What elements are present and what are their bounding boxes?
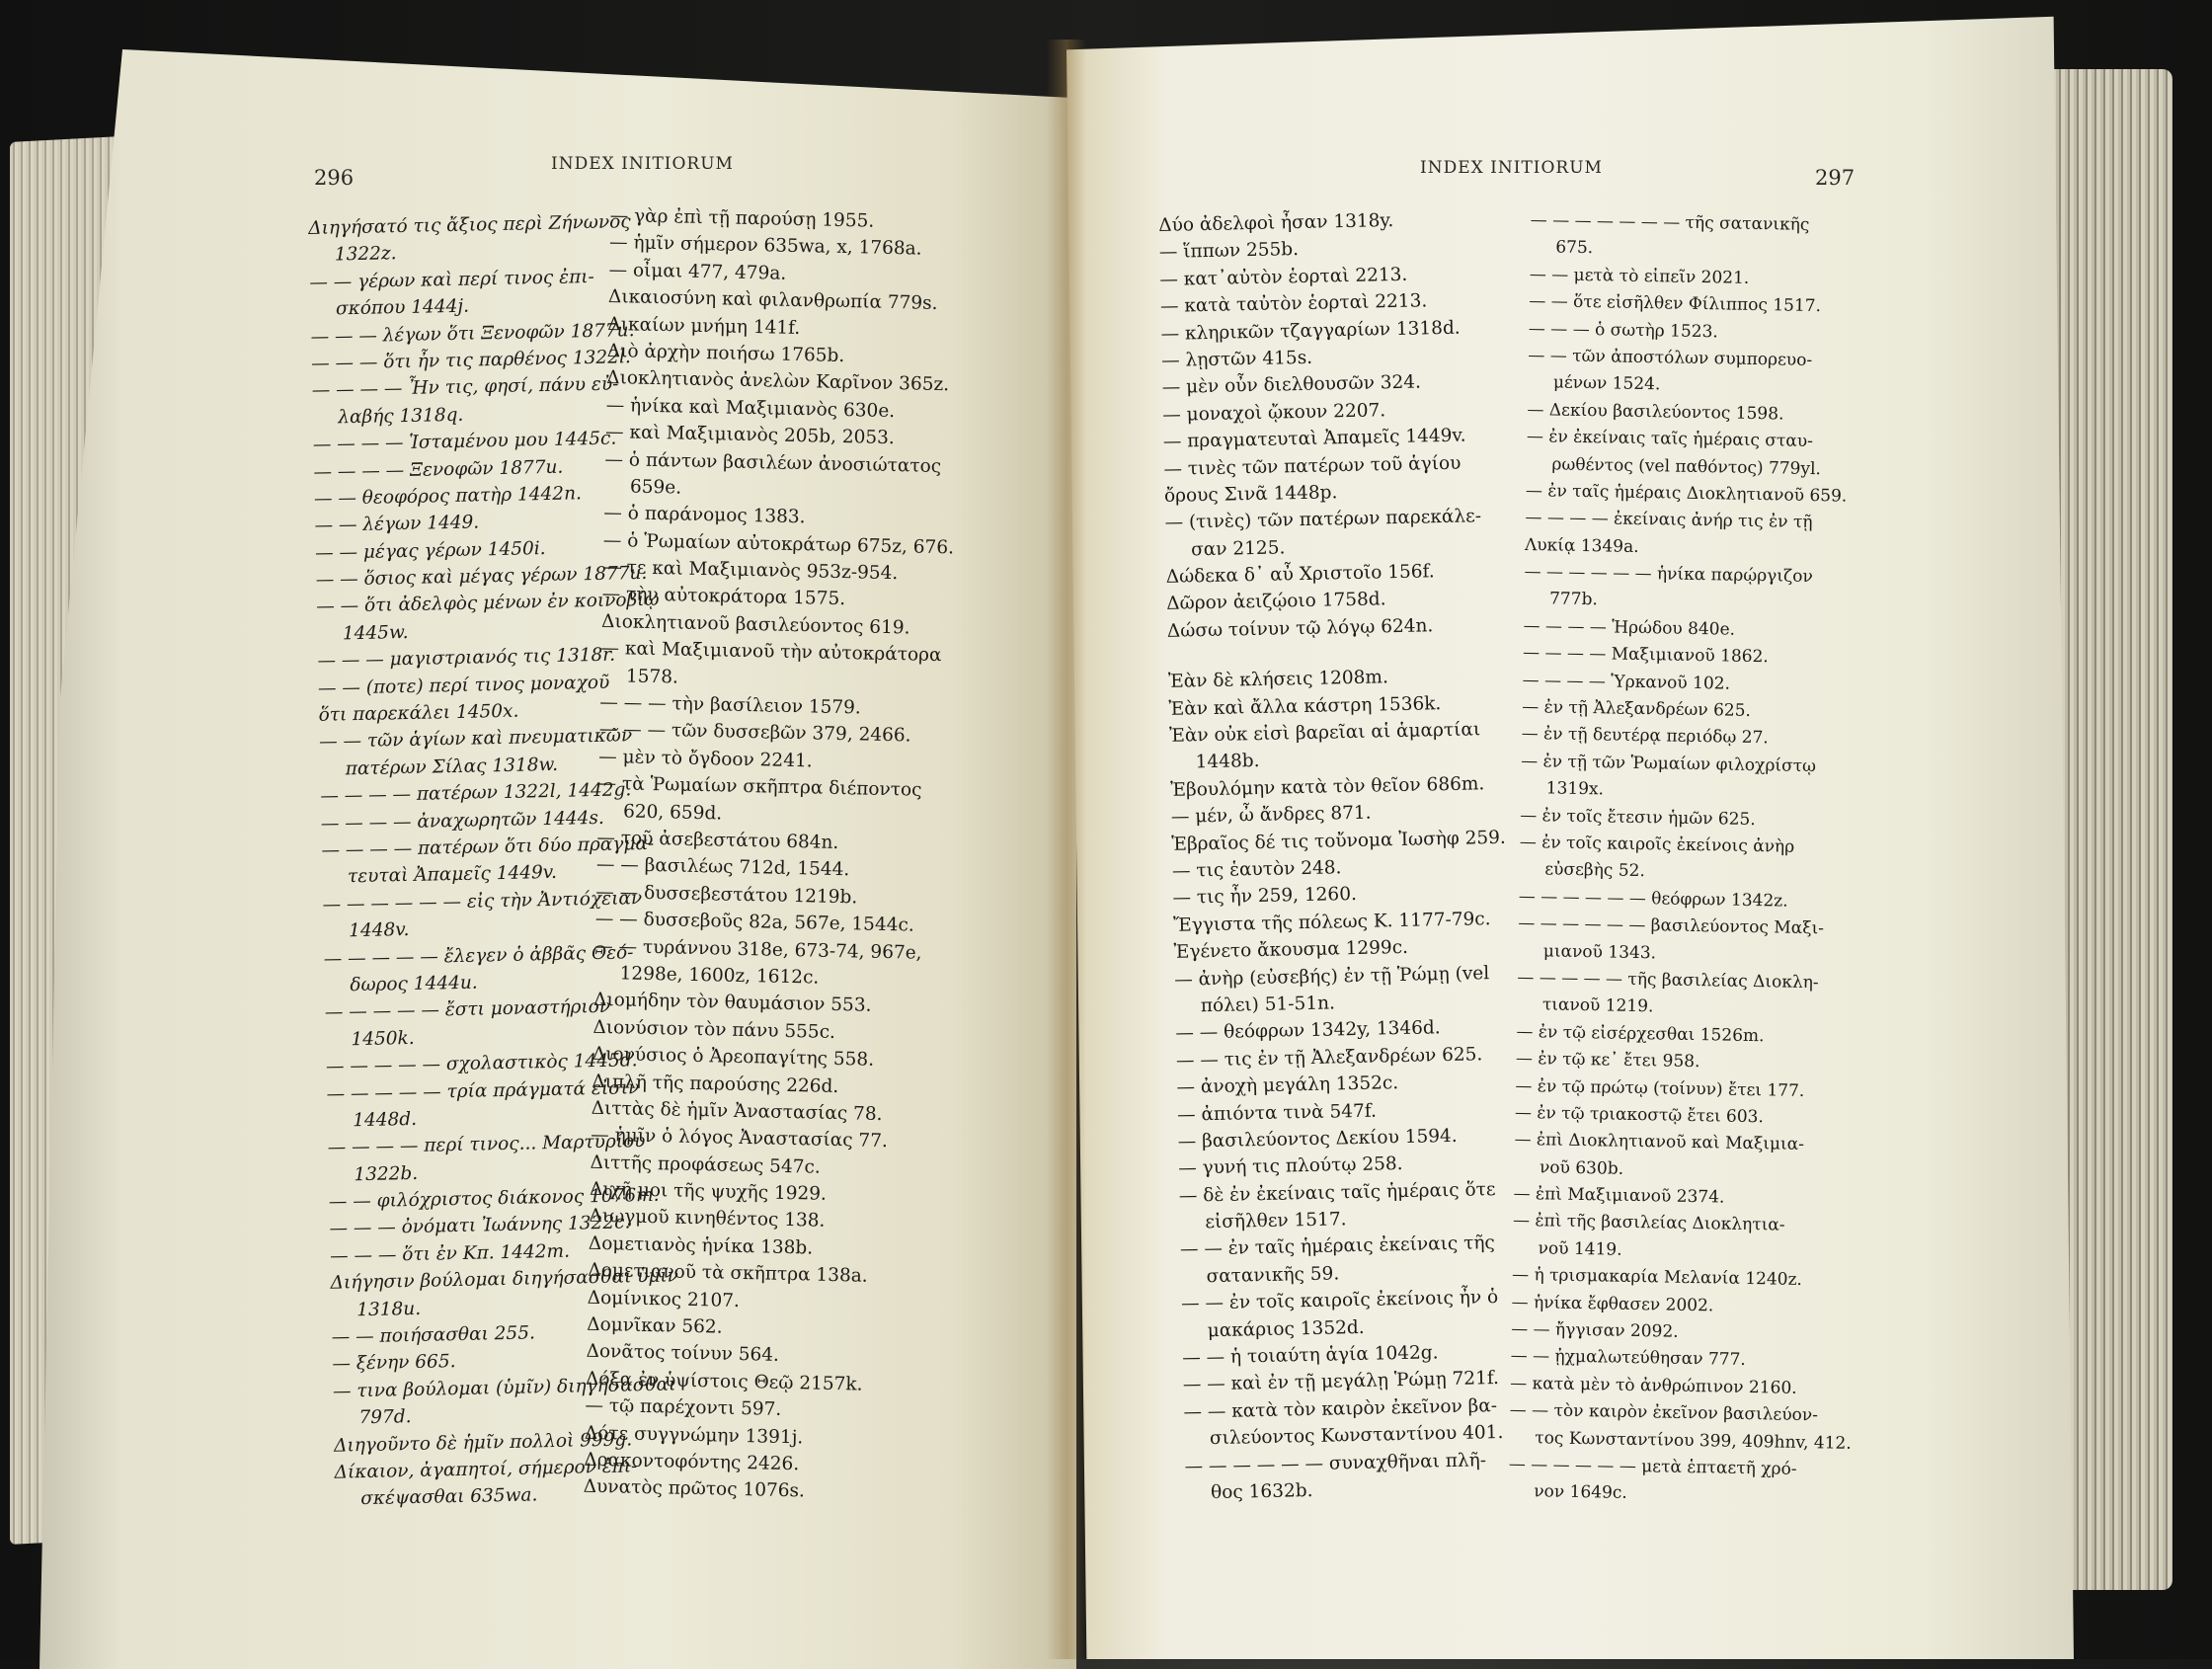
index-entry-line: τευταὶ Ἀπαμεῖς 1449v.	[347, 862, 558, 888]
index-entry-line: Δικαιοσύνη καὶ φιλανθρωπία 779s.	[607, 286, 938, 315]
index-entry-line: — — — — Ἦν τις, φησί, πάνυ εὐ-	[311, 373, 619, 402]
index-entry-line: — οἶμαι 477, 479a.	[608, 259, 787, 284]
index-entry-line: — ἡμῖν σήμερον 635wa, x, 1768a.	[608, 232, 922, 261]
index-entry-line: Διονύσιον τὸν πάνυ 555c.	[592, 1016, 836, 1043]
index-entry-line: — — — — — — βασιλεύοντος Μαξι-	[1518, 914, 1825, 939]
index-entry-line: Δίκαιον, ἀγαπητοί, σήμερον ἐπι-	[334, 1456, 638, 1483]
index-entry-line: Δότε συγγνώμην 1391j.	[584, 1422, 804, 1448]
index-entry-line: Ἐὰν καὶ ἄλλα κάστρη 1536k.	[1168, 692, 1442, 720]
index-entry-line: — μοναχοὶ ᾤκουν 2207.	[1162, 399, 1386, 426]
index-entry-line: Δονᾶτος τοίνυν 564.	[586, 1341, 780, 1367]
index-entry-line: — ἐν τῷ τριακοστῷ ἔτει 603.	[1514, 1102, 1765, 1128]
index-entry-line: ὄρους Σινᾶ 1448p.	[1163, 482, 1338, 507]
left-page-number: 296	[314, 166, 355, 190]
index-entry-line: — — ποιήσασθαι 255.	[331, 1322, 536, 1348]
index-entry-line: Διήγησιν βούλομαι διηγήσασθαι ὑμῖν	[330, 1265, 679, 1294]
index-entry-line: δωρος 1444u.	[350, 972, 478, 996]
index-entry-line: Λυκίᾳ 1349a.	[1524, 534, 1639, 557]
index-entry-line: — — — μαγιστριανός τις 1318r.	[317, 644, 616, 673]
index-entry-line: — — θεόφρων 1342y, 1346d.	[1175, 1017, 1441, 1045]
index-entry-line: — — — — ἐκείναις ἀνήρ τις ἐν τῇ	[1525, 508, 1813, 533]
index-entry-line: — — τῶν ἁγίων καὶ πνευματικῶν	[318, 725, 633, 754]
index-entry-line: — — — — — — ἡνίκα παρῴργιζον	[1524, 562, 1813, 588]
index-entry-line: — — δυσσεβοῦς 82a, 567e, 1544c.	[594, 908, 914, 936]
index-entry-line: — ἐπὶ Μαξιμιανοῦ 2374.	[1513, 1183, 1725, 1208]
index-entry-line: 659e.	[629, 476, 682, 499]
index-entry-line: — — — τὴν βασίλειον 1579.	[599, 691, 862, 719]
index-entry-line: Δώσω τοίνυν τῷ λόγῳ 624n.	[1166, 615, 1434, 642]
index-entry-line: — κληρικῶν τζαγγαρίων 1318d.	[1160, 317, 1461, 345]
index-entry-line: — Δεκίου βασιλεύοντος 1598.	[1527, 399, 1784, 425]
book-gutter	[1047, 40, 1086, 1659]
index-entry-line: — — — — — τρία πράγματά εἰσιν	[326, 1076, 640, 1105]
index-entry-line: 675.	[1555, 237, 1594, 259]
index-entry-line: — — — ὁ σωτὴρ 1523.	[1528, 318, 1718, 342]
index-entry-line: Ἐβουλόμην κατὰ τὸν θεῖον 686m.	[1170, 773, 1485, 801]
index-entry-line: Δῶρον ἀειζῴοιο 1758d.	[1166, 589, 1386, 615]
index-entry-line: — ἡ τρισμακαρία Μελανία 1240z.	[1511, 1265, 1803, 1291]
index-entry-line: — ἐν ταῖς ἡμέραις Διοκλητιανοῦ 659.	[1525, 480, 1848, 507]
index-entry-line: Διηγοῦντο δὲ ἡμῖν πολλοὶ 999g.	[333, 1428, 633, 1457]
index-entry-line: — κατὰ μὲν τὸ ἀνθρώπινον 2160.	[1510, 1373, 1797, 1398]
index-entry-line: Δομίνικος 2107.	[587, 1287, 741, 1311]
index-entry-line: — — (ποτε) περί τινος μοναχοῦ	[317, 672, 610, 699]
left-running-header: INDEX INITIORUM	[551, 154, 734, 174]
index-entry-line: — — — — Ξενοφῶν 1877u.	[313, 456, 564, 483]
index-entry-line: σκέψασθαι 635wa.	[360, 1484, 538, 1510]
index-entry-line: — ἡνίκα ἔφθασεν 2002.	[1511, 1292, 1714, 1316]
index-entry-line: πατέρων Σίλας 1318w.	[345, 754, 559, 780]
index-entry-line: — ἐν τῇ Ἀλεξανδρέων 625.	[1521, 696, 1752, 721]
index-entry-line: — τῷ παρέχοντι 597.	[585, 1394, 782, 1421]
index-entry-line: — γὰρ ἐπὶ τῇ παρούσῃ 1955.	[609, 204, 875, 232]
index-entry-line: — — — — Ὑρκανοῦ 102.	[1522, 670, 1731, 694]
index-entry-line: Διὸ ἀρχὴν ποιήσω 1765b.	[606, 340, 845, 366]
index-entry-line: — — ὅτε εἰσῆλθεν Φίλιππος 1517.	[1529, 291, 1822, 317]
index-entry-line: — — — — περί τινος... Μαρτυρίου	[327, 1131, 646, 1159]
index-entry-line: σιλεύοντος Κωνσταντίνου 401.	[1209, 1422, 1504, 1450]
index-entry-line: Ἐὰν δὲ κλήσεις 1208m.	[1167, 667, 1389, 693]
index-entry-line: 1322b.	[354, 1162, 419, 1185]
index-entry-line: — ἐν τοῖς καιροῖς ἐκείνοις ἀνὴρ	[1519, 832, 1795, 857]
index-entry-line: — τὴν αὐτοκράτορα 1575.	[601, 584, 846, 610]
index-entry-line: — τὰ Ῥωμαίων σκῆπτρα διέποντος	[597, 773, 922, 801]
index-entry-line: Ἑβραῖος δέ τις τοὔνομα Ἰωσὴφ 259.	[1171, 827, 1507, 855]
index-entry-line: νον 1649c.	[1534, 1481, 1627, 1504]
index-entry-line: — — ἐν ταῖς ἡμέραις ἐκείναις τῆς	[1179, 1232, 1496, 1261]
index-entry-line: — κατ᾽αὐτὸν ἑορταὶ 2213.	[1159, 264, 1408, 290]
index-entry-line: νοῦ 1419.	[1538, 1238, 1622, 1260]
index-entry-line: — ὁ πάντων βασιλέων ἀνοσιώτατος	[604, 448, 942, 477]
index-entry-line: — ξένην 665.	[332, 1351, 456, 1376]
index-entry-line: 1318u.	[356, 1298, 422, 1320]
index-entry-line: — ἡμῖν ὁ λόγος Ἀναστασίας 77.	[590, 1125, 889, 1152]
index-entry-line: — ὁ Ῥωμαίων αὐτοκράτωρ 675z, 676.	[602, 529, 955, 559]
index-entry-line: — — κατὰ τὸν καιρὸν ἐκεῖνον βα-	[1183, 1394, 1498, 1423]
index-entry-line: Δομετιανὸς ἡνίκα 138b.	[588, 1232, 814, 1259]
index-entry-line: — βασιλεύοντος Δεκίου 1594.	[1177, 1125, 1458, 1152]
index-entry-line: — ἐν τῷ πρώτῳ (τοίνυν) ἔτει 177.	[1515, 1075, 1805, 1101]
index-entry-line: Δύο ἀδελφοὶ ἦσαν 1318y.	[1158, 210, 1394, 236]
index-entry-line: τος Κωνσταντίνου 399, 409hnv, 412.	[1535, 1427, 1852, 1454]
index-entry-line: — — — — πατέρων ὅτι δύο πραγμα-	[321, 833, 655, 861]
index-entry-line: 1298e, 1600z, 1612c.	[619, 963, 820, 989]
index-entry-line: — ἐν τῇ τῶν Ῥωμαίων φιλοχρίστῳ	[1521, 751, 1817, 776]
index-entry-line: Ἔγγιστα τῆς πόλεως Κ. 1177-79c.	[1172, 908, 1491, 936]
right-page-column-1	[1158, 205, 1520, 1507]
index-entry-line: — — — — — σχολαστικὸς 1445d.	[325, 1050, 638, 1077]
index-entry-line: 797d.	[358, 1406, 412, 1429]
index-entry-line: 1578.	[625, 666, 679, 688]
index-entry-line: — — γέρων καὶ περί τινος ἐπι-	[309, 266, 594, 293]
index-entry-line: — — — — — ἔστι μοναστήριον	[324, 996, 611, 1024]
index-entry-line: — (τινὲς) τῶν πατέρων παρεκάλε-	[1164, 506, 1482, 534]
index-entry-line: — — βασιλέως 712d, 1544.	[595, 854, 850, 881]
index-entry-line: — — τυράννου 318e, 673-74, 967e,	[594, 935, 922, 964]
index-entry-line: — — τὸν καιρὸν ἐκεῖνον βασιλεύον-	[1509, 1400, 1819, 1426]
index-entry-line: — τινα βούλομαι (ὑμῖν) διηγήσασθαι	[332, 1374, 676, 1402]
index-entry-line: — — — — Ἱσταμένου μου 1445c.	[312, 428, 617, 456]
index-entry-line: — — ἤγγισαν 2092.	[1510, 1318, 1679, 1342]
index-entry-line: Διχῇ μοι τῆς ψυχῆς 1929.	[589, 1178, 828, 1205]
index-entry-line: — καὶ Μαξιμιανοῦ τὴν αὐτοκράτορα	[600, 638, 942, 667]
index-entry-line: — — — — — — εἰς τὴν Ἀντιόχειαν	[322, 887, 643, 915]
index-entry-line: — ἐν τοῖς ἔτεσιν ἡμῶν 625.	[1520, 805, 1756, 830]
index-entry-line: — — — — πατέρων 1322l, 1442g.	[320, 779, 632, 808]
index-entry-line: Ἐγένετο ἄκουσμα 1299c.	[1173, 937, 1409, 963]
index-entry-line: μιανοῦ 1343.	[1542, 940, 1657, 963]
index-entry-line: — μέν, ὦ ἄνδρες 871.	[1170, 802, 1372, 829]
index-entry-line: Δικαίων μνήμη 141f.	[607, 313, 801, 339]
index-entry-line: μακάριος 1352d.	[1207, 1316, 1365, 1341]
index-entry-line: πόλει) 51-51n.	[1200, 993, 1336, 1017]
index-entry-line: σκόπου 1444j.	[335, 295, 470, 320]
index-entry-line: — — — ὀνόματι Ἰωάννης 1322c.	[329, 1212, 631, 1240]
index-entry-line: — — — — — τῆς βασιλείας Διοκλη-	[1517, 967, 1819, 993]
index-entry-line: 1319x.	[1545, 778, 1605, 800]
index-entry-line: 1450k.	[351, 1027, 415, 1050]
index-entry-line: — — — ὅτι ἐν Κπ. 1442m.	[329, 1240, 571, 1267]
index-entry-line: Διπλῆ τῆς παρούσης 226d.	[592, 1071, 839, 1097]
index-entry-line: — — μετὰ τὸ εἰπεῖν 2021.	[1529, 264, 1750, 288]
index-entry-line: — — τις ἐν τῇ Ἀλεξανδρέων 625.	[1175, 1044, 1483, 1072]
index-entry-line: — ἐν τῷ κε᾽ ἔτει 958.	[1515, 1048, 1700, 1073]
index-entry-line: σαν 2125.	[1190, 537, 1286, 561]
index-entry-line: — — — τῶν δυσσεβῶν 379, 2466.	[598, 719, 911, 747]
index-entry-line: νοῦ 630b.	[1539, 1156, 1624, 1179]
index-entry-line: τιανοῦ 1219.	[1541, 994, 1654, 1017]
index-entry-line: — — ἡ τοιαύτη ἁγία 1042g.	[1182, 1342, 1439, 1369]
index-entry-line: μένων 1524.	[1552, 372, 1661, 395]
index-entry-line: ρωθέντος (vel παθόντος) 779yl.	[1551, 453, 1822, 479]
index-entry-line: Διονύσιος ὁ Ἀρεοπαγίτης 558.	[592, 1043, 875, 1071]
index-entry-line: Δομνῖκαν 562.	[586, 1313, 723, 1338]
index-entry-line: — — λέγων 1449.	[314, 512, 480, 537]
left-page-column-2	[583, 202, 961, 1508]
index-entry-line: — — θεοφόρος πατὴρ 1442n.	[313, 483, 583, 510]
index-entry-line: — — — — ἀναχωρητῶν 1444s.	[320, 807, 604, 834]
index-entry-line: — ἐν τῷ εἰσέρχεσθαι 1526m.	[1516, 1021, 1765, 1046]
index-entry-line: — — — — Ἡρώδου 840e.	[1523, 615, 1736, 640]
index-entry-line: ὅτι παρεκάλει 1450x.	[318, 700, 519, 726]
index-entry-line: — — — — — — — τῆς σατανικῆς	[1530, 209, 1810, 235]
index-entry-line: — — ὅσιος καὶ μέγας γέρων 1877u.	[315, 562, 648, 591]
index-entry-line: — — φιλόχριστος διάκονος 1076m.	[328, 1184, 660, 1213]
index-entry-line: — τινὲς τῶν πατέρων τοῦ ἁγίου	[1163, 452, 1462, 480]
index-entry-line: εὐσεβὴς 52.	[1544, 859, 1645, 882]
index-entry-line: — — — — — — μετὰ ἑπταετῆ χρό-	[1508, 1454, 1797, 1479]
index-entry-line: — μὲν οὖν διελθουσῶν 324.	[1161, 371, 1422, 399]
index-entry-line: — — ᾐχμαλωτεύθησαν 777.	[1510, 1346, 1746, 1371]
index-entry-line: Διοκλητιανοῦ βασιλεύοντος 619.	[600, 610, 910, 639]
index-entry-line: — — δυσσεβεστάτου 1219b.	[595, 881, 858, 909]
index-entry-line: — — μέγας γέρων 1450i.	[314, 537, 546, 564]
index-entry-line: — ἐν ἐκείναις ταῖς ἡμέραις σταυ-	[1526, 427, 1814, 452]
index-entry-line: — — — — — ἔλεγεν ὁ ἀββᾶς Θεό-	[323, 941, 634, 970]
index-entry-line: εἰσῆλθεν 1517.	[1205, 1209, 1347, 1233]
index-entry-line: — πραγματευταὶ Ἀπαμεῖς 1449v.	[1162, 425, 1466, 453]
index-entry-line: — ὁ παράνομος 1383.	[603, 503, 806, 528]
index-entry-line: Διττὰς δὲ ἡμῖν Ἀναστασίας 78.	[591, 1097, 883, 1125]
index-entry-line: — ἡνίκα καὶ Μαξιμιανὸς 630e.	[605, 394, 896, 422]
index-entry-line: Διοκλητιανὸς ἀνελὼν Καρῖνον 365z.	[606, 367, 950, 396]
index-entry-line: Διττῆς προφάσεως 547c.	[590, 1152, 821, 1178]
index-entry-line: — — — — — — συναχθῆναι πλῆ-	[1184, 1449, 1487, 1477]
index-entry-line: — ἀνὴρ (εὐσεβής) ἐν τῇ Ῥώμῃ (vel	[1174, 962, 1490, 991]
index-entry-line: — τε καὶ Μαξιμιανὸς 953z-954.	[602, 556, 899, 585]
index-entry-line: — καὶ Μαξιμιανὸς 205b, 2053.	[604, 422, 896, 449]
index-entry-line: 1445w.	[342, 621, 409, 645]
index-entry-line: Δρακοντοφόντης 2426.	[584, 1449, 800, 1475]
index-entry-line: 1448d.	[352, 1108, 418, 1132]
index-entry-line: — — τῶν ἀποστόλων συμπορευο-	[1528, 345, 1813, 370]
index-entry-line: — τοῦ ἀσεβεστάτου 684n.	[596, 827, 839, 853]
index-entry-line: — κατὰ ταὐτὸν ἑορταὶ 2213.	[1159, 290, 1428, 318]
index-entry-line: 1448v.	[348, 919, 410, 942]
right-running-header: INDEX INITIORUM	[1420, 158, 1603, 178]
index-entry-line: — τις ἦν 259, 1260.	[1172, 884, 1358, 910]
index-entry-line: Δυνατὸς πρῶτος 1076s.	[583, 1476, 806, 1502]
index-entry-line: — — καὶ ἐν τῇ μεγάλῃ Ῥώμῃ 721f.	[1182, 1368, 1500, 1396]
index-entry-line: — ἀπιόντα τινὰ 547f.	[1176, 1100, 1378, 1126]
index-entry-line: 777b.	[1548, 589, 1598, 610]
index-entry-line: — — ἐν τοῖς καιροῖς ἐκείνοις ἦν ὁ	[1180, 1287, 1499, 1314]
index-entry-line: Ἐὰν οὐκ εἰσὶ βαρεῖαι αἱ ἁμαρτίαι	[1168, 719, 1481, 747]
index-entry-line: — — ὅτι ἀδελφὸς μένων ἐν κοινοβίῳ	[316, 590, 660, 618]
index-entry-line: Διωγμοῦ κινηθέντος 138.	[589, 1206, 826, 1232]
index-entry-line: — ἀνοχὴ μεγάλη 1352c.	[1176, 1073, 1399, 1098]
right-page-column-2	[1508, 207, 1872, 1512]
index-entry-line: — δὲ ἐν ἐκείναις ταῖς ἡμέραις ὅτε	[1178, 1178, 1496, 1207]
index-entry-line: Δομετιανοῦ τὰ σκῆπτρα 138a.	[588, 1259, 868, 1287]
index-entry-line: θος 1632b.	[1210, 1479, 1313, 1504]
index-entry-line: 1322z.	[334, 243, 397, 266]
index-entry-line: — λῃστῶν 415s.	[1160, 347, 1313, 371]
index-entry-line: Δόξα ἐν ὑψίστοις Θεῷ 2157k.	[585, 1368, 863, 1395]
index-entry-line: — τις ἑαυτὸν 248.	[1171, 857, 1342, 882]
index-entry-line: — ἐπὶ Διοκλητιανοῦ καὶ Μαξιμια-	[1514, 1130, 1805, 1155]
index-entry-line: — γυνή τις πλούτῳ 258.	[1178, 1153, 1403, 1180]
index-entry-line: — — — — Μαξιμιανοῦ 1862.	[1522, 643, 1769, 668]
index-entry-line: — — — λέγων ὅτι Ξενοφῶν 1877u.	[310, 319, 635, 348]
index-entry-line: Διομήδην τὸν θαυμάσιον 553.	[592, 990, 872, 1017]
index-entry-line: Δώδεκα δ᾽ αὖ Χριστοῖο 156f.	[1165, 561, 1435, 588]
index-entry-line: — μὲν τὸ ὄγδοον 2241.	[598, 746, 813, 772]
index-entry-line: — ἐν τῇ δευτέρᾳ περιόδῳ 27.	[1521, 724, 1769, 749]
index-entry-line: 620, 659d.	[622, 801, 723, 825]
index-entry-line: — ἵππων 255b.	[1158, 239, 1300, 264]
index-entry-line: — — — — — — θεόφρων 1342z.	[1518, 886, 1788, 912]
index-entry-line: — — — ὅτι ἦν τις παρθένος 1322l.	[310, 347, 631, 374]
index-entry-line: λαβής 1318q.	[338, 404, 464, 429]
index-entry-line: σατανικῆς 59.	[1206, 1263, 1340, 1288]
index-entry-line: 1448b.	[1195, 751, 1260, 773]
right-page-number: 297	[1815, 166, 1856, 190]
index-entry-line: Διηγήσατό τις ἄξιος περὶ Ζήνωνος	[308, 211, 631, 239]
index-entry-line: — ἐπὶ τῆς βασιλείας Διοκλητια-	[1512, 1211, 1785, 1236]
